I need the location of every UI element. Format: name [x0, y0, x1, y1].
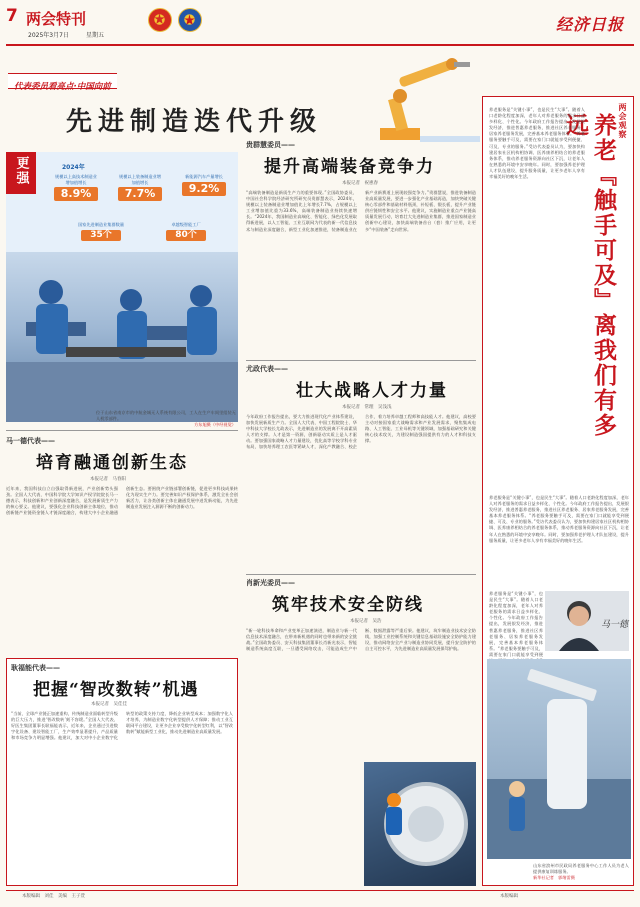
- article-byline: 本报记者 吴浩: [350, 619, 382, 624]
- article-kicker: 肖新光委员——: [246, 579, 295, 587]
- article-gui-qunhui: [246, 140, 476, 355]
- article-body: 近年来，我国科技自立自强取得新进展，产业创新势头强劲。全国人大代表、中国科学院大学知识产权学院院长马一德表示，科技创新和产业创新深度融合，是发展新质生产力的核心要义。他建议，要强化企业科技创新主体地位，推动创新链产业链资金链人才链深度融合，构建大中小企业融通创新生态。要围绕产业链部署创新链，促进更多科技成果转化为现实生产力。要完善知识产权保护体系，激发全社会创新活力，让各类创新主体在融通发展中迸发新动能，为先进制造业发展注入源源不断的创新动力。: [6, 486, 238, 516]
- stat-label: 规模以上装备制造业增加值增长: [119, 174, 161, 185]
- caption-text: 位于山东省南京市的中航金城无人系统有限公司，工人在生产车间里组装无人机零部件。: [96, 410, 236, 422]
- stat-label: 新能源汽车产量增长: [185, 174, 223, 179]
- issue-date: 2025年3月7日: [28, 32, 69, 39]
- banner-tag-text: 代表委员看亮点·中国向前: [14, 82, 111, 92]
- stat-value: 8.9%: [54, 187, 98, 201]
- banner-tag: [8, 73, 117, 92]
- article-byline: 本报记者 马春阳: [90, 477, 126, 482]
- cppcc-emblem-icon: [178, 8, 202, 32]
- article-kicker: 尤政代表——: [246, 365, 288, 373]
- article-xiao-xinguang: [246, 574, 476, 886]
- masthead-logo: 经济日报: [556, 15, 625, 34]
- sidebar-caption-credit: 新华社记者 郭绪雷摄: [533, 875, 575, 881]
- sidebar-tag: 两会观察: [618, 103, 627, 139]
- author-signature: 马一德: [601, 620, 629, 630]
- article-title: 培育融通创新生态: [36, 453, 188, 473]
- article-body: “高端装备制造是新质生产力的重要体现。”全国政协委员、中国社会科学院经济研究所研究员贵群慧表示，2024年，规模以上装备制造业增加值比上年增长7.7%，占规模以上工业增加值比重为33.6%，高端装备制造业持续快速增长。“2024年，我国制造业高端化、智能化、绿色化发展取得新进展，以人工智能、工业互联网为代表的新一代信息技术与制造业深度融合，新型工业化加速推进，装备制造业在新产业新赛道上展现较强竞争力。”贵群慧说，推进装备制造业高质量发展，要进一步强化产业基础再造，加快突破关键核心零部件和基础材料瓶颈，补短板、锻长板，提升产业链供应链韧性和安全水平。他建议，实施制造业重点产业链高质量发展行动，培育壮大先进制造业集群，推进国家制造业创新中心建设，加快高端装备首台（套）推广应用，让更多“中国装备”走向世界。: [246, 190, 476, 232]
- stat-value: 7.7%: [118, 187, 162, 201]
- footer-credits: 本版编辑 刘佳 美编 王子萱: [22, 894, 85, 899]
- caption-credit: 方东旭摄（中经视觉）: [194, 422, 236, 427]
- article-byline: 本报记者 祝惠春: [342, 181, 378, 186]
- stat-nev: [182, 174, 226, 196]
- stat-label: 国家先进制造业集群数量: [77, 222, 125, 227]
- factory-photo: [6, 252, 238, 422]
- footer-divider: [6, 890, 634, 891]
- article-title: 把握“智改数转”机遇: [33, 680, 199, 700]
- stat-value: 80个: [166, 230, 206, 241]
- sidebar-body-continued: 养老服务是“关键小事”，也是民生“大事”。随着人口老龄化程度加深，老年人对养老服务的需求日益多样化、个性化。今年政府工作报告提出，发展银发经济，推进普惠养老服务，推进社区养老服务、居家养老服务发展，完善基本养老服务体系。“养老服务要触手可及，需要在家门口就能享受到便捷、可及、专业的服务。”受访代表委员认为，要加快构建居家社区机构相协调、医养康养相结合的养老服务体系，推动养老服务资源向社区下沉，让老年人在熟悉的环境中安享晚年。同时，要加强养老护理人才队伍建设，提升服务质量，让更多老年人享有幸福美好的晚年生活。: [489, 495, 629, 543]
- worker-photo: [364, 762, 476, 886]
- article-divider: [246, 360, 476, 361]
- section-title: 两会特刊: [26, 10, 87, 28]
- sidebar-body-tail: 养老服务是“关键小事”，也是民生“大事”。随着人口老龄化程度加深，老年人对养老服务的需求日益多样化、个性化。今年政府工作报告提出，发展银发经济，推进普惠养老服务，推进社区养老服务、居家养老服务发展，完善基本养老服务体系。“养老服务要触手可及，需要在家门口就能享受到便: [489, 591, 543, 657]
- article-body: 今年政府工作报告提出，要大力推进现代化产业体系建设，加快发展新质生产力。全国人大代表、中国工程院院士、华中科技大学校长尤政表示，先进制造业的发展离不开高素质人才的支撑。人才是第一资源，创新驱动实质上是人才驱动。要加强国家战略人才力量建设，优化高等学校学科专业布局，加快培养理工农医等紧缺人才，深化产教融合、校企合作，着力培养卓越工程师和高技能人才。他建议，高校要主动对接国家重大战略需求和产业发展需求，聚焦集成电路、人工智能、工业母机等关键领域，加强基础研究和关键核心技术攻关，为建设制造强国提供有力的人才和科技支撑。: [246, 414, 476, 450]
- stat-value: 35个: [81, 230, 121, 241]
- national-emblem-icon: [148, 8, 172, 32]
- article-byline: 本报记者 吴佳佳: [91, 702, 127, 707]
- photo-caption: [96, 410, 236, 428]
- article-kicker: 耿福能代表——: [11, 664, 60, 672]
- sidebar-caption-text: 山东省滨州市民政局养老服务中心工作人员为老人提供康复训练服务。: [533, 863, 629, 875]
- stats-year: 2024年: [62, 164, 85, 171]
- stat-value: 9.2%: [182, 182, 226, 196]
- article-ma-yide: [6, 430, 238, 658]
- banner: [0, 46, 480, 138]
- issue-weekday: 星期五: [86, 32, 105, 39]
- sidebar-title: 养老『触手可及』离我们有多远: [562, 113, 617, 438]
- article-body: “新一轮科技革命和产业变革正加速演进，制造业与新一代信息技术深度融合，在带来新机遇的同时也带来新的安全挑战。”全国政协委员、安天科技集团董事长肖新光表示，智能制造系统高度互联，一旦遭受网络攻击，可能造成生产中断、数据泄露等严重后果。他建议，筑牢制造业技术安全防线，加强工业控制系统和关键信息基础设施安全防护能力建设，推动网络安全产业与制造业协同发展，提升安全防护的自主可控水平，为先进制造业高质量发展保驾护航。: [246, 628, 476, 652]
- robot-arm-illustration: [370, 48, 480, 148]
- stat-clusters: [66, 222, 136, 241]
- article-byline: 本报记者 常理 吴浅浅: [342, 405, 392, 410]
- article-divider: [246, 574, 476, 575]
- article-body: “当前，全球产业链正加速重构，传统制造业面临转型升级的巨大压力，推进‘智改数转’刻不容缓。”全国人大代表、好医生集团董事长耿福能表示，近年来，企业通过引进数字化设备、建设智能工厂，生产效率显著提升，产品质量和市场竞争力明显增强。他建议，加大对中小企业数字化转型的政策支持力度，降低企业转型成本；加强数字化人才培养，为制造业数字化转型提供人才保障；推动工业互联网平台建设，让更多企业享受数字化转型红利，以“智改数转”赋能新型工业化，推动先进制造业高质量发展。: [11, 711, 233, 741]
- article-title: 筑牢技术安全防线: [272, 595, 424, 615]
- article-kicker: 贵群慧委员——: [246, 141, 295, 149]
- footer-credits-right: 本版编辑: [500, 894, 518, 899]
- page-number: 7: [6, 6, 18, 26]
- article-title: 提升高端装备竞争力: [264, 157, 435, 177]
- sidebar-body: 养老服务是“关键小事”，也是民生“大事”。随着人口老龄化程度加深，老年人对养老服务的需求日益多样化、个性化。今年政府工作报告提出，发展银发经济，推进普惠养老服务，推进社区养老服务、居家养老服务发展，完善基本养老服务体系。“养老服务要触手可及，需要在家门口就能享受到便捷、可及、专业的服务。”受访代表委员认为，要加快构建居家社区机构相协调、医养康养相结合的养老服务体系，推动养老服务资源向社区下沉，让老年人在熟悉的环境中安享晚年。同时，要加强养老护理人才队伍建设，提升服务质量，让更多老年人享有幸福美好的晚年生活。: [489, 107, 585, 180]
- sidebar-caption: [533, 863, 629, 881]
- stat-factories: [156, 222, 216, 241]
- stat-hightech: [54, 174, 98, 201]
- article-geng-funeng: [6, 658, 238, 886]
- stats-badge: [6, 152, 36, 194]
- sidebar-commentary: [482, 96, 634, 886]
- stats-badge-text: 更强: [13, 156, 29, 186]
- stat-equipment: [118, 174, 162, 201]
- page-header: [0, 0, 640, 44]
- article-divider: [6, 430, 238, 431]
- sidebar-photo: [487, 659, 631, 859]
- article-title: 壮大战略人才力量: [296, 381, 448, 401]
- article-kicker: 马一德代表——: [6, 437, 55, 445]
- stat-label: 卓越级智能工厂: [171, 222, 201, 227]
- stat-label: 规模以上高技术制造业增加值增长: [55, 174, 97, 185]
- article-you-zheng: [246, 360, 476, 570]
- stats-panel: [6, 152, 238, 422]
- banner-headline: 先进制造迭代升级: [66, 107, 323, 137]
